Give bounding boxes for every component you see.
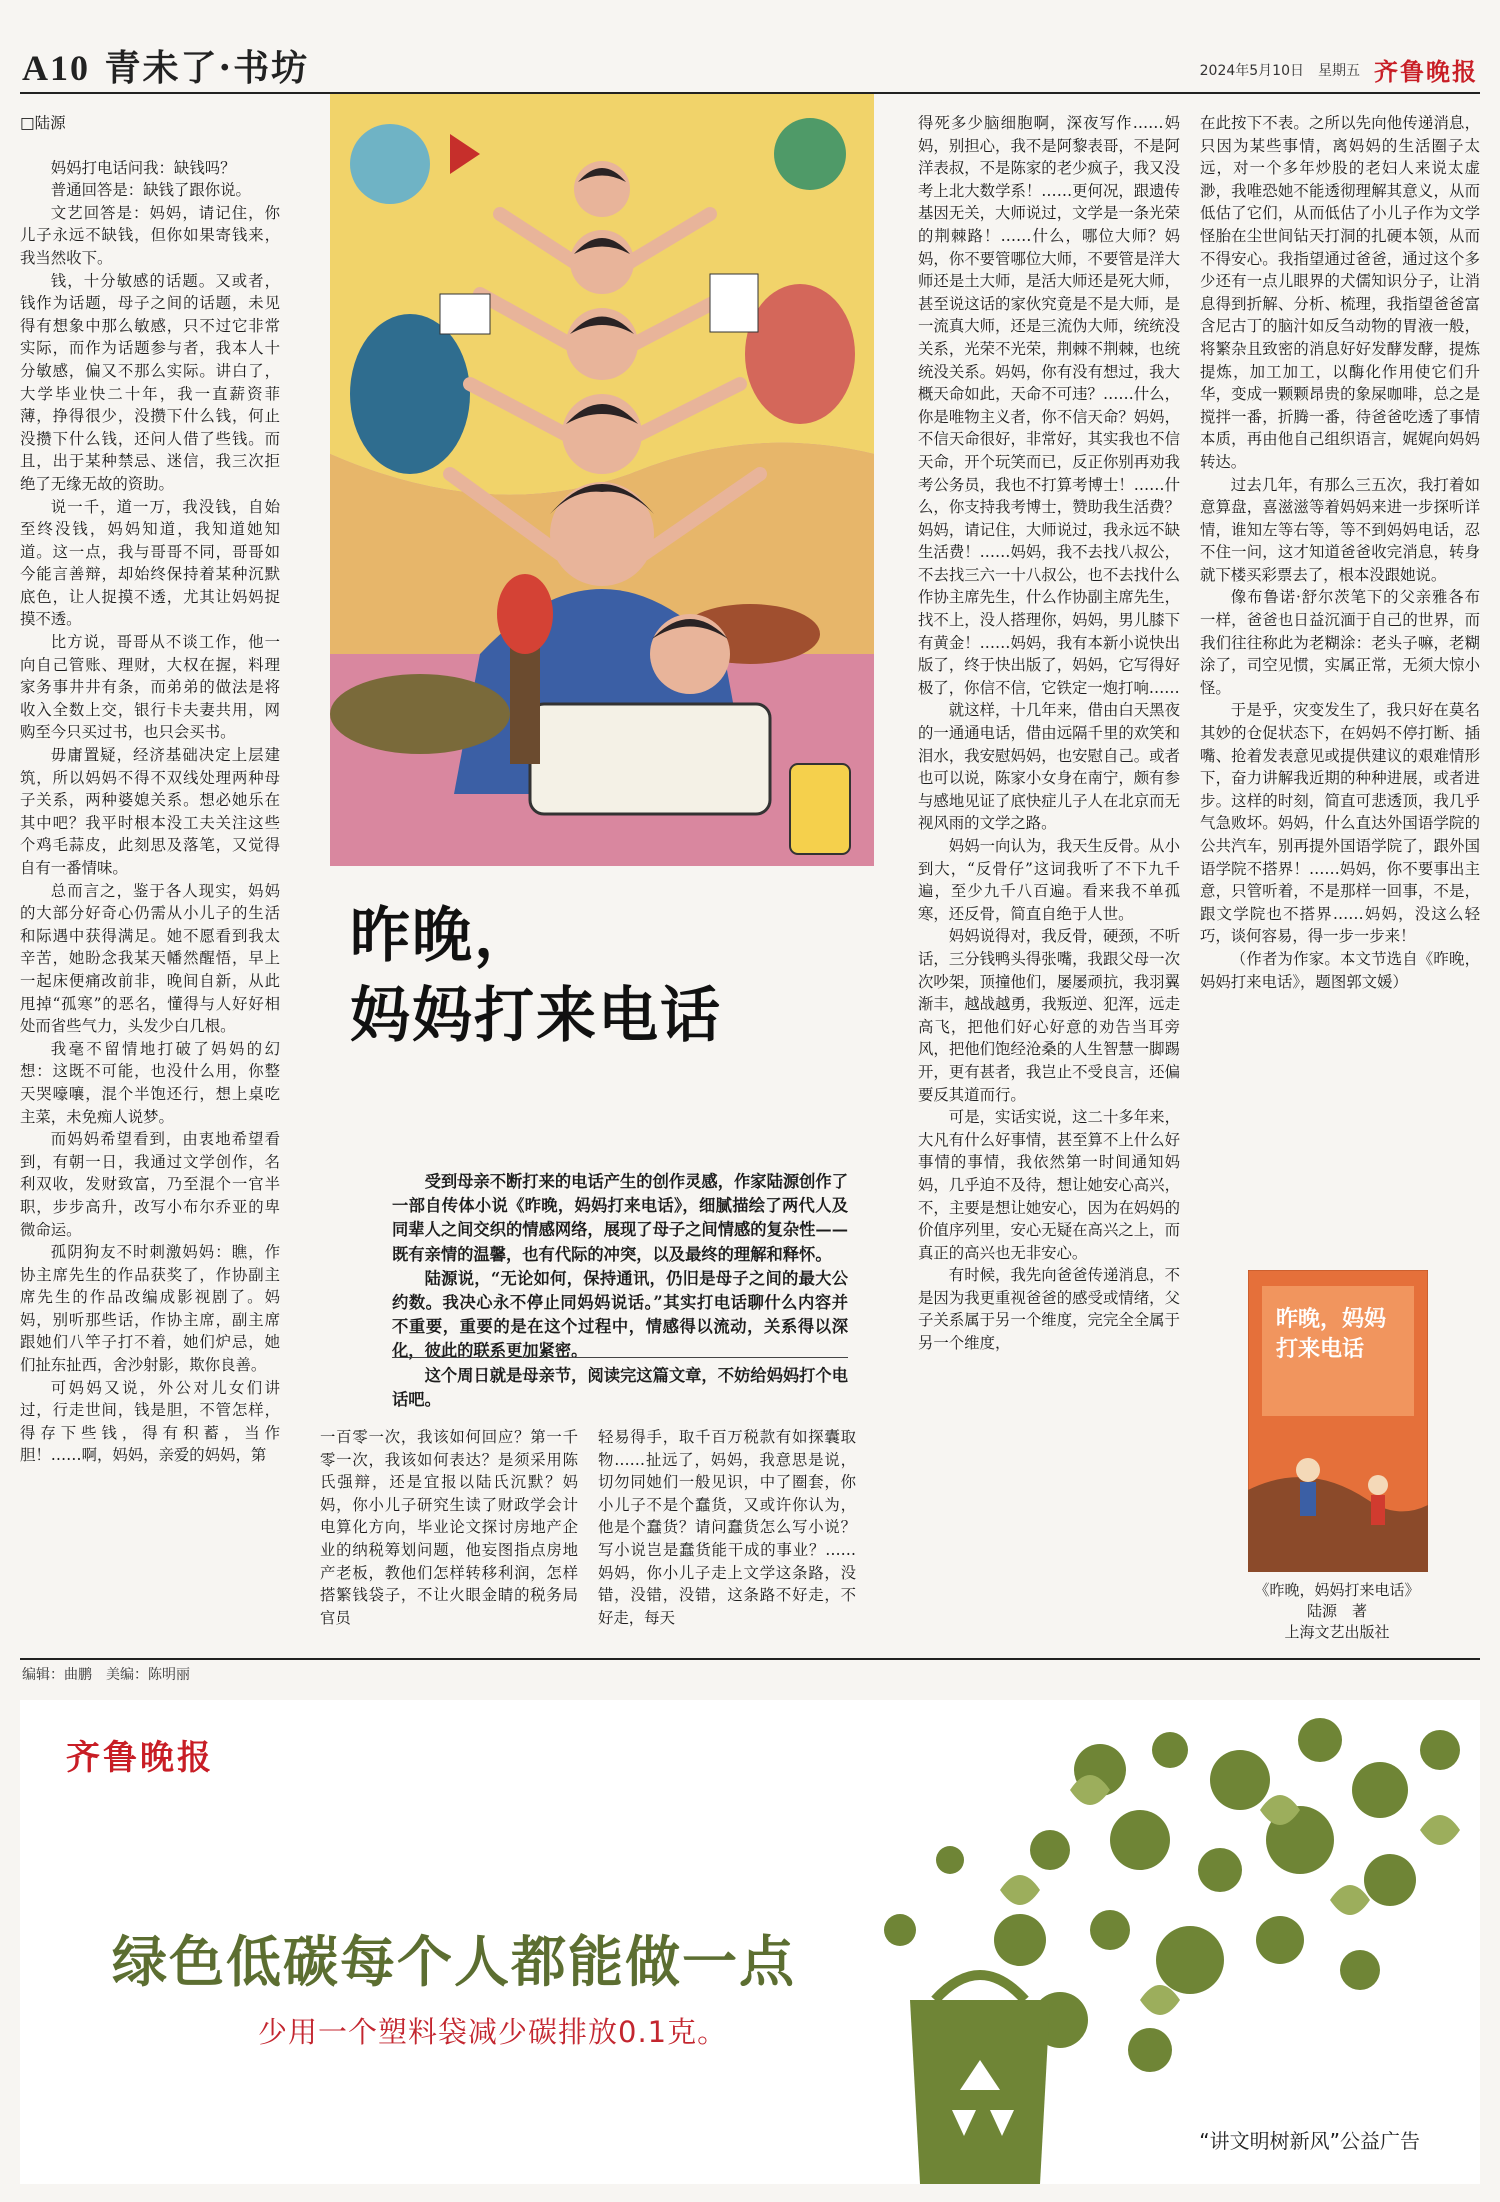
paragraph: 比方说，哥哥从不谈工作，他一向自己管账、理财，大权在握，料理家务事井井有条，而弟弟的做法是将收入全数上交，银行卡夫妻共用，网购至今只买过书，也只会买书。 [20,633,280,742]
paragraph: 妈妈说得对，我反骨，硬颈，不听话，三分钱鸭头得张嘴，我跟父母一次次吵架，顶撞他们，屡屡顽抗，我羽翼渐丰，越战越勇，我叛逆、犯浑，远走高飞，把他们好心好意的劝告当耳旁风，把他们饱经沧桑的人生智慧一脚踢开，更有甚者，我岂止不受良言，还偏要反其道而行。 [918,927,1180,1104]
paragraph: 像布鲁诺·舒尔茨笔下的父亲雅各布一样，爸爸也日益沉湎于自己的世界，而我们往往称此为老糊涂：老头子嘛，老糊涂了，司空见惯，实属正常，无须大惊小怪。 [1200,588,1480,697]
section-title: 青未了·书坊 [104,47,310,89]
book-caption-title: 《昨晚，妈妈打来电话》 [1254,1581,1420,1599]
article-column-3 [598,1426,856,1652]
article-column-4 [918,112,1180,1652]
paragraph: 总而言之，鉴于各人现实，妈妈的大部分好奇心仍需从小儿子的生活和际遇中获得满足。她不愿看到我太辛苦，她盼念我某天幡然醒悟，早上一起床便痛改前非，晚间自新，从此甩掉“孤寒”的恶名，懂得与人好好相处而省些气力，头发少白几根。 [20,881,280,1036]
public-service-ad [20,1700,1480,2184]
article-column-1 [20,112,280,1652]
paragraph: 在此按下不表。之所以先向他传递消息，只因为某些事情，离妈妈的生活圈子太远，对一个多年炒股的老妇人来说太虚渺，我唯恐她不能透彻理解其意义，从而低估了它们，从而低估了小儿子作为文学怪胎在尘世间钻天打洞的扎硬本领，从而不得安心。我指望通过爸爸，通过这个多少还有一点儿眼界的犬儒知识分子，让消息得到折解、分析、梳理，我指望爸爸富含尼古丁的脑汁如反刍动物的胃液一般，将繁杂且致密的消息好好发酵发酵，提炼提炼，加工加工，以酶化作用使它们升华，变成一颗颗昂贵的象屎咖啡，总之是搅拌一番，折腾一番，待爸爸吃透了事情本质，再由他自己组织语言，娓娓向妈妈转达。 [1200,114,1480,471]
issue-date: 2024年5月10日 [1199,62,1304,79]
byline: □陆源 [20,114,66,132]
page-number: A10 [22,48,90,88]
paper-logo: 齐鲁晚报 [1374,57,1478,86]
article-title-line-2: 妈妈打来电话 [350,981,722,1051]
ad-note: “讲文明树新风”公益广告 [1199,2129,1420,2153]
ad-paper-logo: 齐鲁晚报 [66,1738,214,1778]
book-caption [1206,1580,1468,1643]
headline-illustration [330,94,874,866]
paragraph: 就这样，十几年来，借由白天黑夜的一通通电话，借由远隔千里的欢笑和泪水，我安慰妈妈，也安慰自己。或者也可以说，陈家小女身在南宁，颇有参与感地见证了底快症儿子人在北京而无视风雨的文学之路。 [918,701,1180,833]
book-cover [1248,1270,1428,1572]
paragraph: 普通回答是：缺钱了跟你说。 [50,181,251,200]
ad-headline: 绿色低碳每个人都能做一点 [112,1930,797,1994]
page-header-left [22,40,309,91]
paragraph: 可妈妈又说，外公对儿女们讲过，行走世间，钱是胆，不管怎样，得存下些钱，得有积蓄，当作胆！……啊，妈妈，亲爱的妈妈，第 [20,1378,280,1465]
book-caption-author: 陆源 著 [1306,1602,1367,1620]
editors-credit: 编辑：曲鹏 美编：陈明丽 [22,1667,190,1683]
article-lead [392,1170,848,1412]
paragraph: 妈妈打电话问我：缺钱吗？ [50,158,236,177]
paragraph: 毋庸置疑，经济基础决定上层建筑，所以妈妈不得不双线处理两种母子关系，两种婆媳关系。想必她乐在其中吧？我平时根本没工夫关注这些个鸡毛蒜皮，此刻思及落笔，又觉得自有一番情味。 [20,746,280,877]
paragraph: 一百零一次，我该如何回应？第一千零一次，我该如何表达？是须采用陈氏强辩，还是宜报以陆氏沉默？妈妈，你小儿子研究生读了财政学会计电算化方向，毕业论文探讨房地产企业的纳税筹划问题，他妄图指点房地产老板，教他们怎样转移利润，怎样搭繁钱袋子，不让火眼金睛的税务局官员 [320,1428,578,1627]
paragraph: 而妈妈希望看到，由衷地希望看到，有朝一日，我通过文学创作，名利双收，发财致富，乃至混个一官半职，步步高升，改写小布尔乔亚的卑微命运。 [20,1130,280,1239]
article-column-2 [320,1426,578,1652]
book-cover-title: 昨晚，妈妈打来电话 [1276,1306,1387,1362]
paragraph: 文艺回答是：妈妈，请记住，你儿子永远不缺钱，但你如果寄钱来，我当然收下。 [20,203,280,267]
article-column-5 [1200,112,1480,1257]
issue-weekday: 星期五 [1318,62,1360,79]
paragraph: 于是乎，灾变发生了，我只好在莫名其妙的仓促状态下，在妈妈不停打断、插嘴、抢着发表意见或提供建议的艰难情形下，奋力讲解我近期的种种进展，或者进步。这样的时刻，简直可悲透顶，我几乎气急败坏。妈妈，什么直达外国语学院的公共汽车，别再提外国语学院了，跟外国语学院不搭界！……妈妈，你不要事出主意，只管听着，不是那样一回事，不是，跟文学院也不搭界……妈妈，没这么轻巧，谈何容易，得一步一步来！ [1200,701,1480,946]
paragraph: 有时候，我先向爸爸传递消息，不是因为我更重视爸爸的感受或情绪，父子关系属于另一个维度，完完全全属于另一个维度， [918,1266,1180,1353]
paragraph: 妈妈一向认为，我天生反骨。从小到大，“反骨仔”这词我听了不下九千遍，至少九千八百遍。看来我不单孤寒，还反骨，简直自绝于人世。 [918,837,1180,923]
lead-paragraph: 这个周日就是母亲节，阅读完这篇文章，不妨给妈妈打个电话吧。 [392,1365,848,1409]
lead-paragraph: 受到母亲不断打来的电话产生的创作灵感，作家陆源创作了一部自传体小说《昨晚，妈妈打来电话》，细腻描绘了两代人及同辈人之间交织的情感网络，展现了母子之间情感的复杂性——既有亲情的温馨，也有代际的冲突，以及最终的理解和释怀。 [392,1172,848,1264]
paragraph: 钱，十分敏感的话题。又或者，钱作为话题，母子之间的话题，未见得有想象中那么敏感，只不过它非常实际，而作为话题参与者，我本人十分敏感，偏又不那么实际。讲白了，大学毕业快二十年，我一直薪资菲薄，挣得很少，没攒下什么钱，何止没攒下什么钱，还问人借了些钱。而且，出于某种禁忌、迷信，我三次拒绝了无缘无故的资助。 [20,271,280,493]
paragraph: （作者为作家。本文节选自《昨晚，妈妈打来电话》，题图郭文媛） [1200,949,1480,991]
footer-rule [20,1658,1480,1660]
article-title-line-1: 昨晚， [350,901,536,971]
page-header-right [1200,52,1478,87]
paragraph: 过去几年，有那么三五次，我打着如意算盘，喜滋滋等着妈妈来进一步探听详情，谁知左等右等，等不到妈妈电话，忍不住一问，这才知道爸爸收完消息，转身就下楼买彩票去了，根本没跟她说。 [1200,475,1480,584]
paragraph: 可是，实话实说，这二十多年来，大凡有什么好事情，甚至算不上什么好事情的事情，我依然第一时间通知妈妈，几乎迫不及待，想让她安心高兴，不，主要是想让她安心，因为在妈妈的价值序列里，安心无疑在高兴之上，而真正的高兴也无非安心。 [918,1108,1180,1262]
paragraph: 轻易得手，取千百万税款有如探囊取物……扯远了，妈妈，我意思是说，切勿同她们一般见识，中了圈套，你小儿子不是个蠢货，又或许你认为，他是个蠢货？请问蠢货怎么写小说？写小说岂是蠢货能干成的事业？……妈妈，你小儿子走上文学这条路，没错，没错，没错，这条路不好走，不好走，每天 [598,1428,856,1627]
ad-subline: 少用一个塑料袋减少碳排放0.1克。 [258,2015,728,2049]
paragraph: 我毫不留情地打破了妈妈的幻想：这既不可能，也没什么用，你整天哭嚎嚷，混个半饱还行，想上桌吃主菜，未免痴人说梦。 [20,1039,280,1126]
paragraph: 说一千，道一万，我没钱，自始至终没钱，妈妈知道，我知道她知道。这一点，我与哥哥不同，哥哥如今能言善辩，却始终保持着某种沉默底色，让人捉摸不透，尤其让妈妈捉摸不透。 [20,497,280,629]
article-title [350,896,722,1056]
book-caption-publisher: 上海文艺出版社 [1284,1623,1390,1641]
lead-paragraph: 陆源说，“无论如何，保持通讯，仍旧是母子之间的最大公约数。我决心永不停止同妈妈说话。”其实打电话聊什么内容并不重要，重要的是在这个过程中，情感得以流动，关系得以深化，彼此的联系更加紧密。 [392,1268,848,1361]
paragraph: 孤阴狗友不时刺激妈妈：瞧，作协主席先生的作品获奖了，作协副主席先生的作品改编成影视剧了。妈妈，别听那些话，作协主席，副主席跟她们八竿子打不着，她们炉忌，她们扯东扯西，舍沙射影，欺你良善。 [20,1243,280,1375]
paragraph: 得死多少脑细胞啊，深夜写作……妈妈，别担心，我不是阿黎表哥，不是阿洋表叔，不是陈家的老少疯子，我又没考上北大数学系！……更何况，跟遗传基因无关，大师说过，文学是一条光荣的荆棘路！……什么，哪位大师？妈妈，你不要管哪位大师，不要管是洋大师还是土大师，是活大师还是死大师，甚至说这话的家伙究竟是不是大师，是一流真大师，还是三流伪大师，统统没关系，光荣不光荣，荆棘不荆棘，也统统没关系。妈妈，你有没有想过，我大概天命如此，天命不可违？……什么，你是唯物主义者，你不信天命？妈妈，不信天命很好，非常好，其实我也不信天命，开个玩笑而已，反正你别再劝我考公务员，我也不打算考博士！……什么，你支持我考博士，赞助我生活费？妈妈，请记住，大师说过，我永远不缺生活费！……妈妈，我不去找八叔公，不去找三六一十八叔公，也不去找什么作协主席先生，什么作协副主席先生，找不上，没人搭理你，妈妈，男儿膝下有黄金！……妈妈，我有本新小说快出版了，终于快出版了，妈妈，它写得好极了，你信不信，它铁定一炮打响…… [918,114,1180,697]
lead-divider [392,1357,848,1358]
eco-graphic [720,1700,1480,2184]
